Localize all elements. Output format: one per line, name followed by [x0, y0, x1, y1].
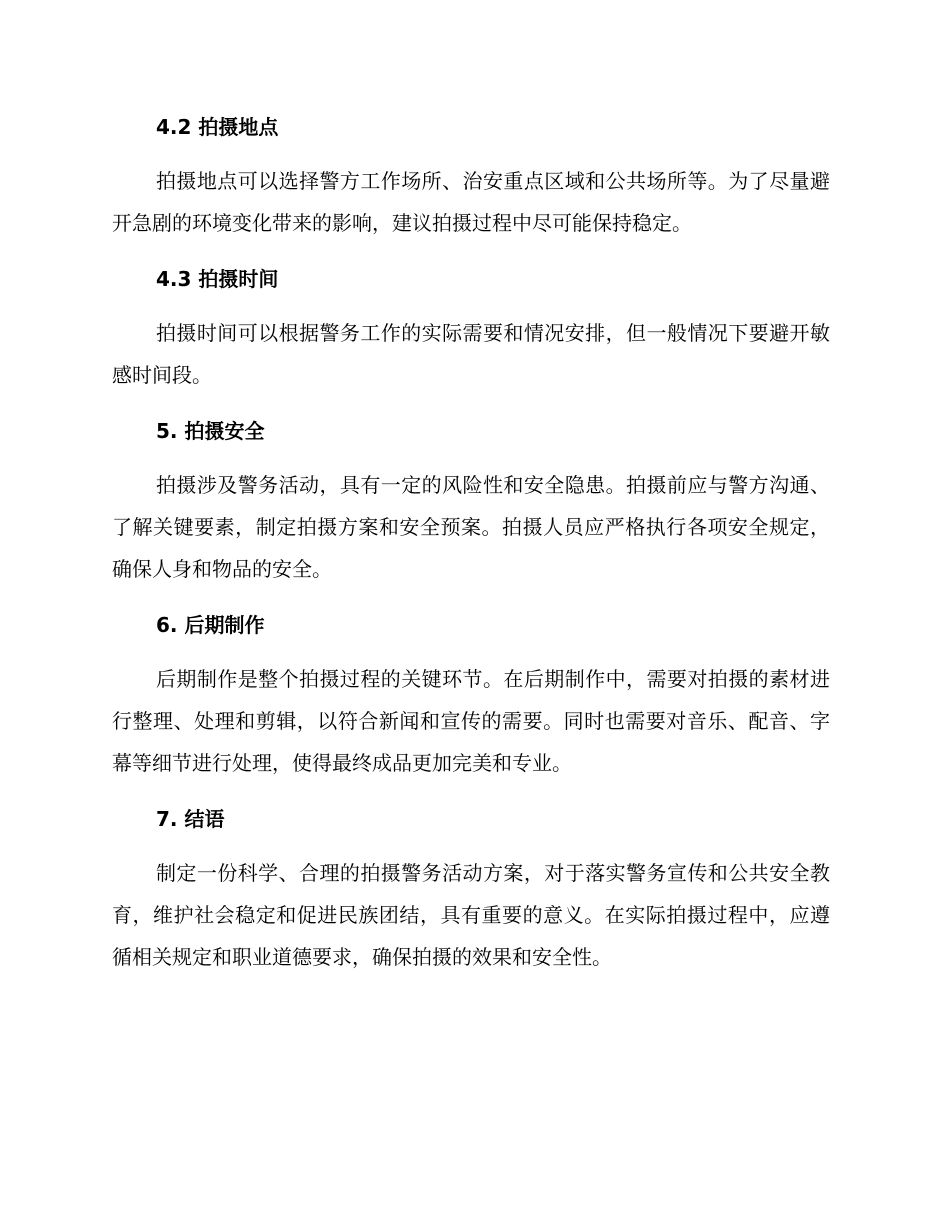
section-heading-4-2: 4.2 拍摄地点 [156, 115, 279, 139]
section-heading-5: 5. 拍摄安全 [156, 419, 265, 443]
section-heading-6: 6. 后期制作 [156, 613, 265, 637]
section-heading-7: 7. 结语 [156, 807, 225, 831]
document-body [112, 108, 830, 978]
section-heading-4-3: 4.3 拍摄时间 [156, 267, 279, 291]
section-paragraph-4-3: 拍摄时间可以根据警务工作的实际需要和情况安排，但一般情况下要避开敏感时间段。 [112, 321, 830, 387]
section-paragraph-4-2: 拍摄地点可以选择警方工作场所、治安重点区域和公共场所等。为了尽量避开急剧的环境变化带来的影响，建议拍摄过程中尽可能保持稳定。 [112, 169, 830, 235]
section-paragraph-7: 制定一份科学、合理的拍摄警务活动方案，对于落实警务宣传和公共安全教育，维护社会稳定和促进民族团结，具有重要的意义。在实际拍摄过程中，应遵循相关规定和职业道德要求，确保拍摄的效果和安全性。 [112, 861, 830, 969]
section-paragraph-6: 后期制作是整个拍摄过程的关键环节。在后期制作中，需要对拍摄的素材进行整理、处理和剪辑，以符合新闻和宣传的需要。同时也需要对音乐、配音、字幕等细节进行处理，使得最终成品更加完美和专业。 [112, 667, 830, 775]
section-paragraph-5: 拍摄涉及警务活动，具有一定的风险性和安全隐患。拍摄前应与警方沟通、了解关键要素，制定拍摄方案和安全预案。拍摄人员应严格执行各项安全规定，确保人身和物品的安全。 [112, 473, 830, 581]
